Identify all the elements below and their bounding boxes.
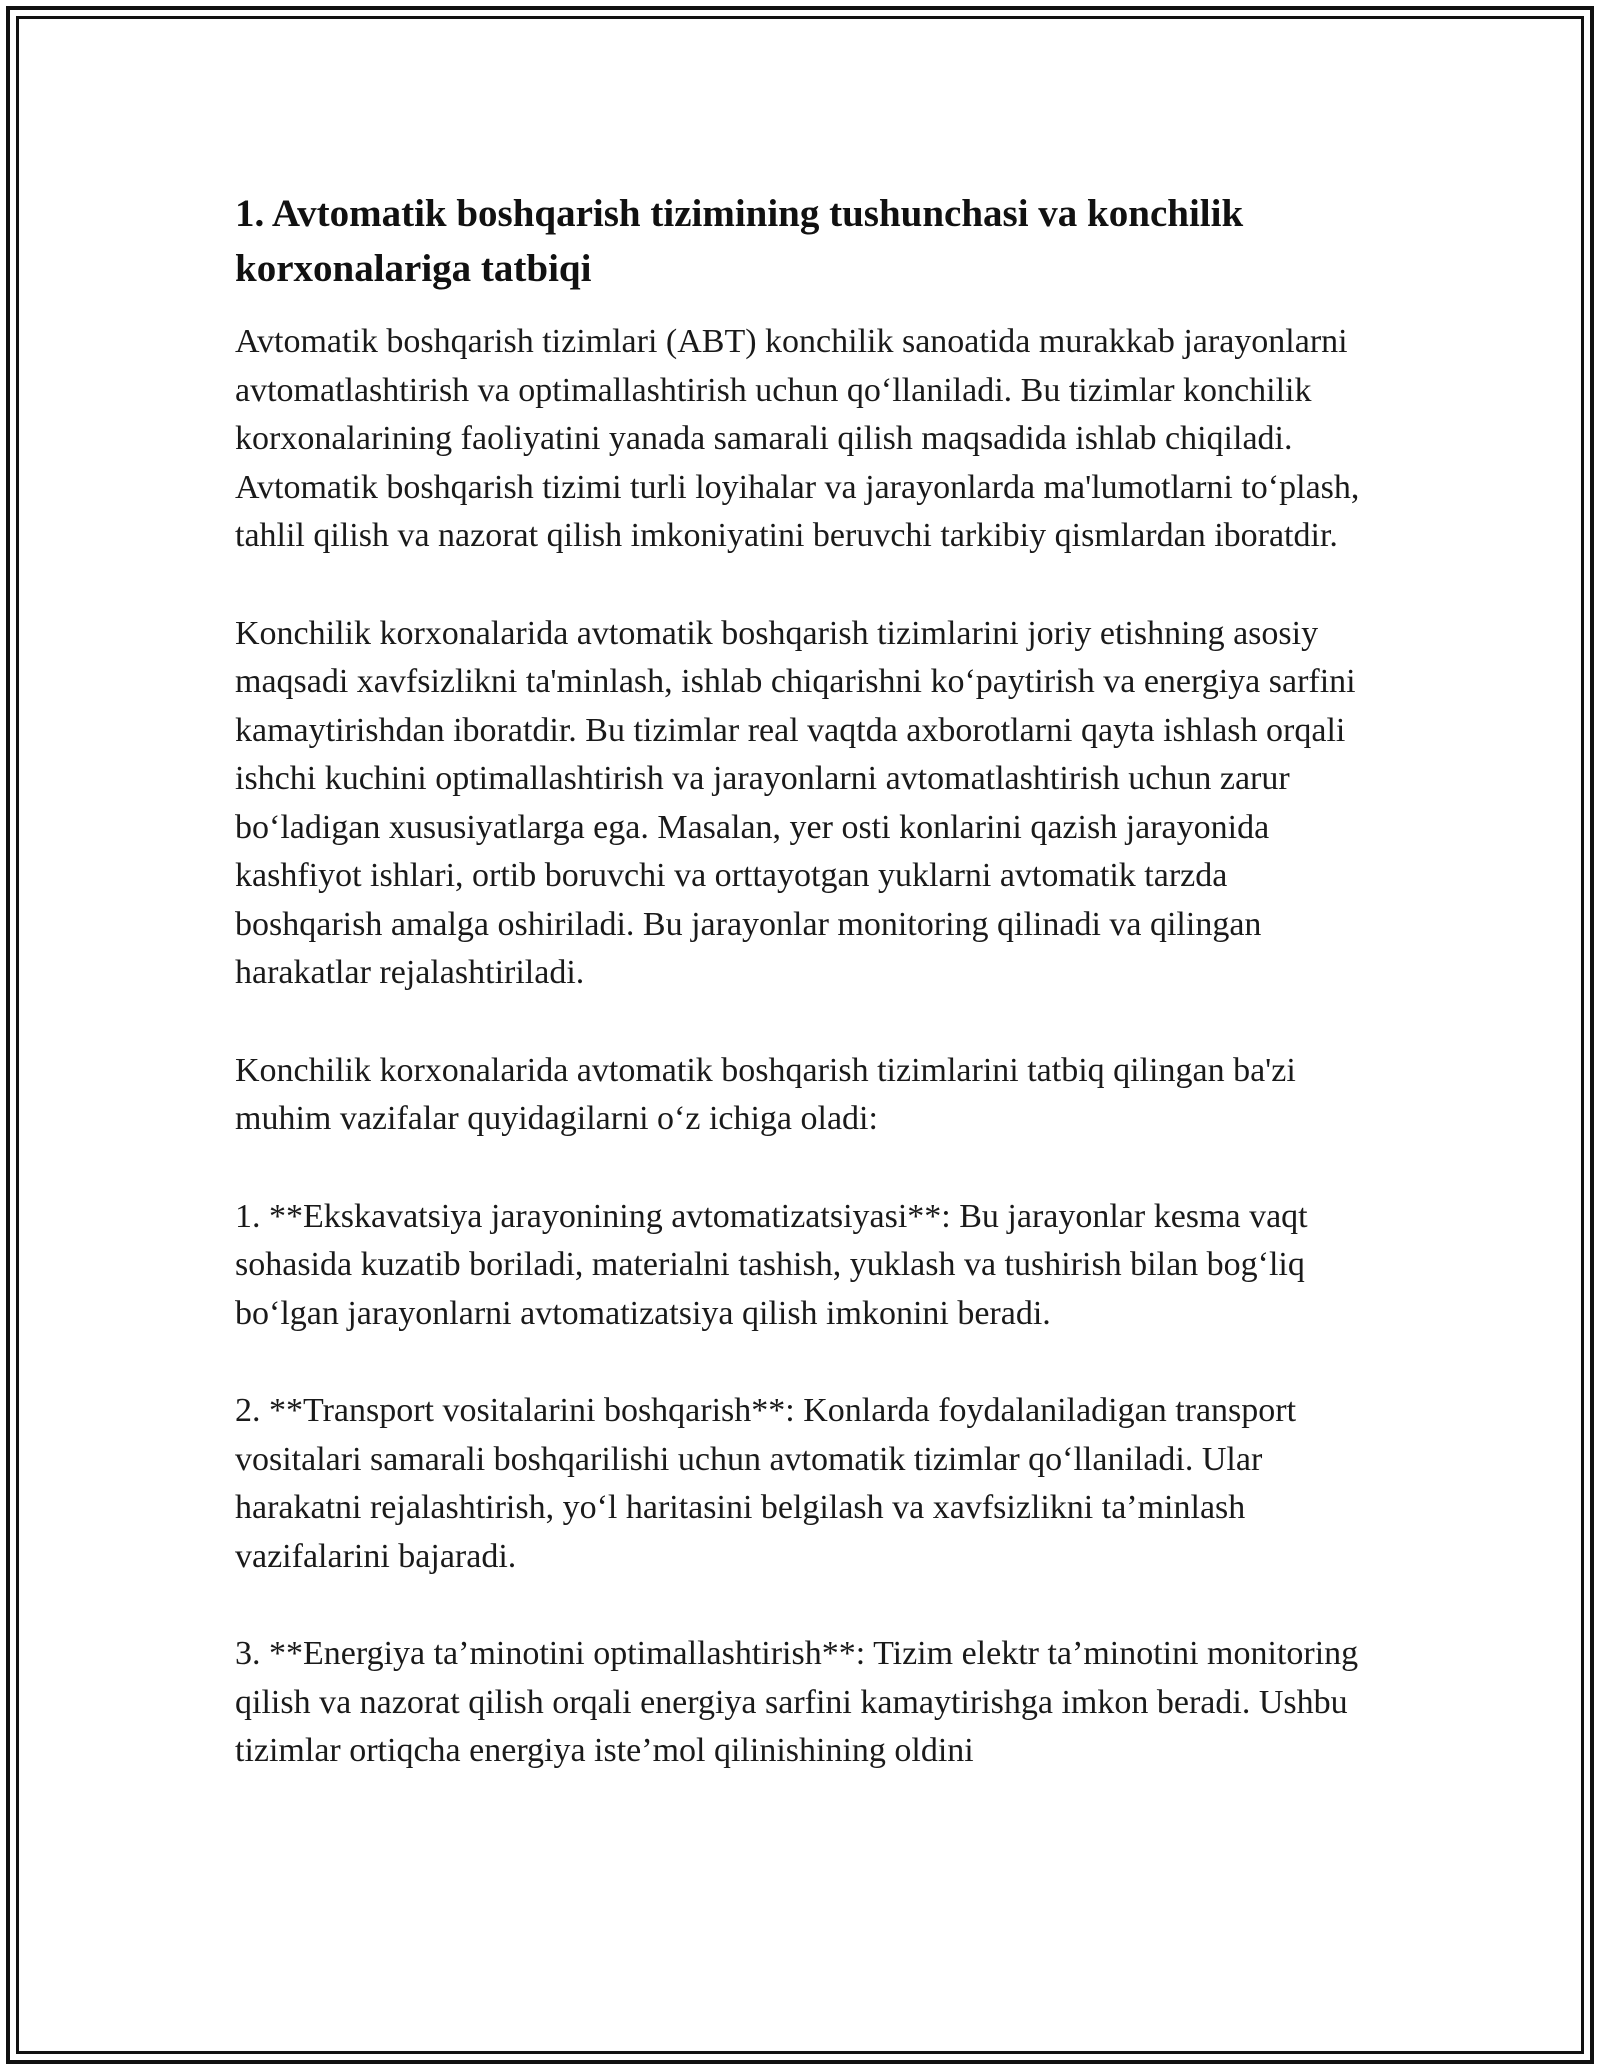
paragraph-goals: Konchilik korxonalarida avtomatik boshqarish tizimlarini joriy etishning asosiy maqsadi xavfsizlikni ta'minlash, ishlab chiqarishni ko‘paytirish va energiya sarfini kamaytirishdan iboratdir. Bu tizimlar real vaqtda axborotlarni qayta ishlash orqali ishchi kuchini optimallashtirish va jarayonlarni avtomatlashtirish uchun zarur bo‘ladigan xususiyatlarga ega. Masalan, yer osti konlarini qazish jarayonida kashfiyot ishlari, ortib boruvchi va orttayotgan yuklarni avtomatik tarzda boshqarish amalga oshiriladi. Bu jarayonlar monitoring qilinadi va qilingan harakatlar rejalashtiriladi. — [235, 614, 1356, 991]
paragraph-intro: Avtomatik boshqarish tizimlari (ABT) konchilik sanoatida murakkab jarayonlarni avtomatlashtirish va optimallashtirish uchun qo‘llaniladi. Bu tizimlar konchilik korxonalarining faoliyatini yanada samarali qilish maqsadida ishlab chiqiladi. Avtomatik boshqarish tizimi turli loyihalar va jarayonlarda ma'lumotlarni to‘plash, tahlil qilish va nazorat qilish imkoniyatini beruvchi tarkibiy qismlardan iboratdir. — [235, 323, 1360, 554]
section-title: 1. Avtomatik boshqarish tizimining tushunchasi va konchilik korxonalariga tatbiqi — [235, 192, 1244, 290]
list-item-transport: 2. **Transport vositalarini boshqarish**: Konlarda foydalaniladigan transport vositalari samarali boshqarilishi uchun avtomatik tizimlar qo‘llaniladi. Ular harakatni rejalashtirish, yo‘l haritasini belgilash va xavfsizlikni ta’minlash vazifalarini bajaradi. — [235, 1392, 1297, 1575]
paragraph-tasks-intro: Konchilik korxonalarida avtomatik boshqarish tizimlarini tatbiq qilingan ba'zi muhim vazifalar quyidagilarni o‘z ichiga oladi: — [235, 1051, 1296, 1137]
list-item-excavation: 1. **Ekskavatsiya jarayonining avtomatizatsiyasi**: Bu jarayonlar kesma vaqt sohasida kuzatib boriladi, materialni tashish, yuklash va tushirish bilan bog‘liq bo‘lgan jarayonlarni avtomatizatsiya qilish imkonini beradi. — [235, 1197, 1308, 1332]
list-item-energy: 3. **Energiya ta’minotini optimallashtirish**: Tizim elektr ta’minotini monitoring qilish va nazorat qilish orqali energiya sarfini kamaytirishga imkon beradi. Ushbu tizimlar ortiqcha energiya iste’mol qilinishining oldini — [235, 1635, 1359, 1769]
document-body — [235, 186, 1365, 1825]
